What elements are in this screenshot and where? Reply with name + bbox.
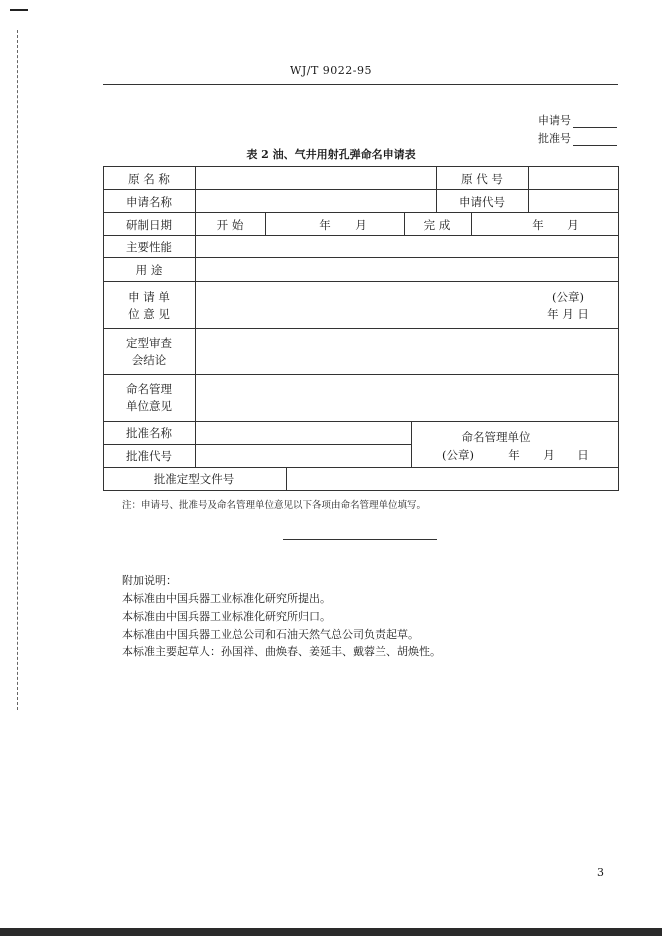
mgmt-seal-text: (公章)	[442, 448, 474, 462]
main-performance-label: 主要性能	[126, 240, 172, 254]
supplement-line: 本标准由中国兵器工业总公司和石油天然气总公司负责起草。	[122, 628, 419, 641]
row-line	[103, 467, 619, 468]
start-year-label: 年	[319, 218, 331, 232]
table-note: 注：申请号、批准号及命名管理单位意见以下各项由命名管理单位填写。	[122, 500, 427, 511]
row-line	[103, 444, 411, 445]
supplement-title: 附加说明：	[122, 574, 177, 587]
review-conclusion-label-line2: 会结论	[131, 353, 167, 367]
row-line	[103, 374, 619, 375]
start-month-label: 月	[355, 218, 367, 232]
applied-name-label: 申请名称	[126, 195, 172, 209]
column-line	[195, 166, 196, 468]
column-line	[471, 212, 472, 236]
approved-name-label: 批准名称	[126, 426, 172, 440]
development-date-label: 研制日期	[126, 218, 172, 232]
application-number-label: 申请号	[538, 114, 571, 127]
page-number: 3	[597, 866, 604, 879]
applicant-opinion-label-line2: 位 意 见	[128, 307, 170, 321]
review-conclusion-label-line1: 定型审查	[126, 336, 172, 350]
row-line	[103, 328, 619, 329]
applicant-seal-text: (公章)	[552, 290, 584, 304]
column-line	[436, 166, 437, 213]
approved-code-label: 批准代号	[126, 449, 172, 463]
original-code-label: 原 代 号	[461, 172, 503, 186]
row-line	[103, 235, 619, 236]
approval-number-label: 批准号	[538, 132, 571, 145]
mgmt-opinion-label-line2: 单位意见	[126, 399, 172, 413]
table-title: 表 2 油、气井用射孔弹命名申请表	[246, 148, 416, 161]
column-line	[265, 212, 266, 236]
column-line	[404, 212, 405, 236]
finish-month-label: 月	[567, 218, 579, 232]
finish-label: 完 成	[423, 218, 451, 232]
mgmt-month-text: 月	[543, 448, 555, 462]
mgmt-year-text: 年	[508, 448, 520, 462]
row-line	[103, 257, 619, 258]
mgmt-opinion-label-line1: 命名管理	[126, 382, 172, 396]
row-line	[103, 281, 619, 282]
row-line	[103, 189, 619, 190]
start-label: 开 始	[216, 218, 244, 232]
usage-label: 用 途	[135, 263, 163, 277]
column-line	[411, 421, 412, 468]
applicant-opinion-label-line1: 申 请 单	[128, 290, 170, 304]
finish-year-label: 年	[532, 218, 544, 232]
mgmt-day-text: 日	[577, 448, 589, 462]
row-line	[103, 421, 619, 422]
mgmt-unit-text: 命名管理单位	[461, 430, 531, 444]
applicant-date-text: 年 月 日	[547, 307, 589, 321]
form-border-top	[103, 166, 619, 167]
column-line	[286, 467, 287, 491]
supplement-line: 本标准由中国兵器工业标准化研究所归口。	[122, 610, 331, 623]
supplement-line: 本标准由中国兵器工业标准化研究所提出。	[122, 592, 331, 605]
supplement-line: 本标准主要起草人：孙国祥、曲焕春、姜延丰、戴蓉兰、胡焕性。	[122, 645, 441, 658]
row-line	[103, 212, 619, 213]
section-divider	[283, 539, 437, 540]
scan-bottom-edge	[0, 928, 662, 936]
form-border-bottom	[103, 490, 619, 491]
approved-doc-label: 批准定型文件号	[153, 472, 235, 486]
original-name-label: 原 名 称	[128, 172, 170, 186]
standard-code: WJ/T 9022-95	[290, 64, 372, 77]
applied-code-label: 申请代号	[459, 195, 505, 209]
column-line	[528, 166, 529, 213]
